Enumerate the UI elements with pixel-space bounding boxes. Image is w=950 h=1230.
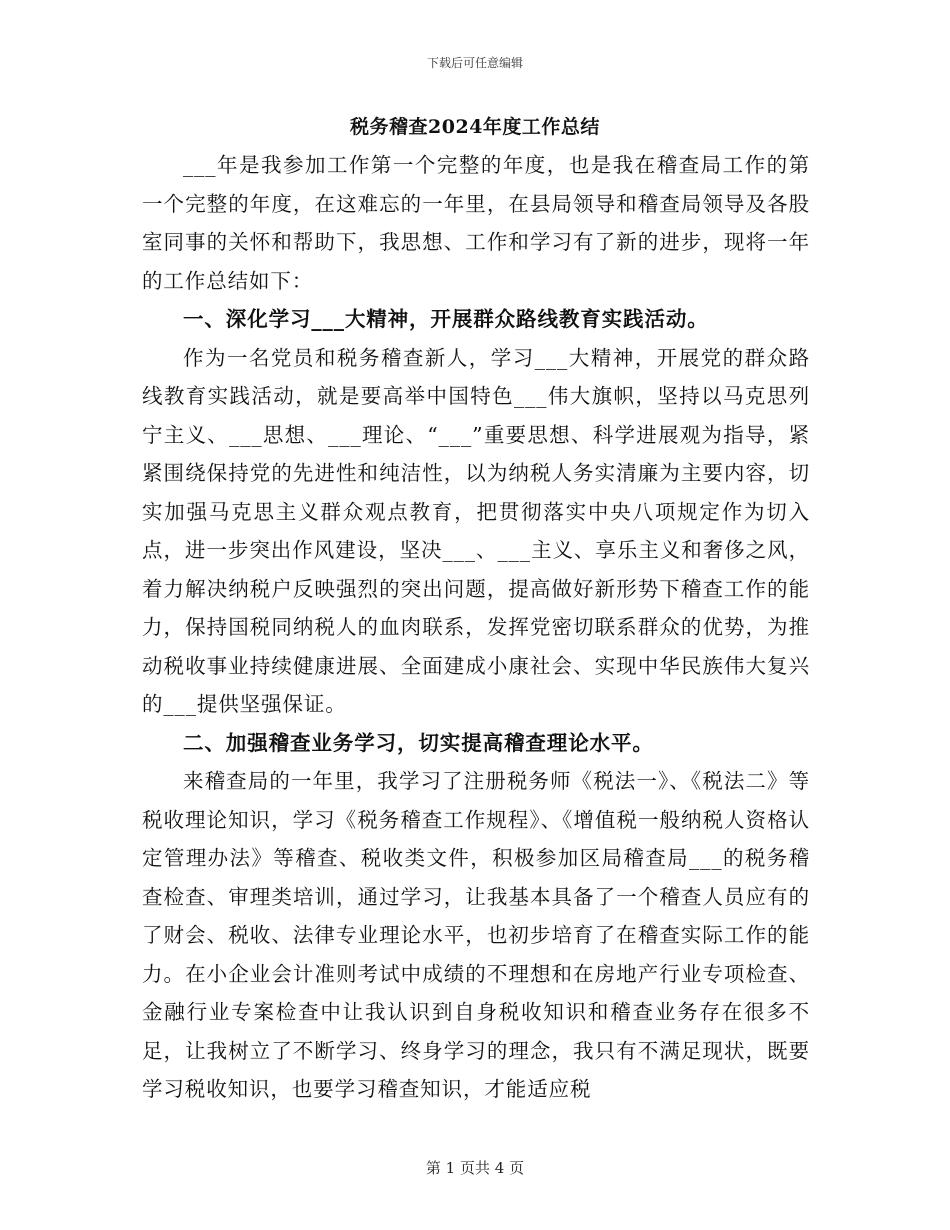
- document-title: 税务稽查2024年度工作总结: [350, 116, 600, 138]
- section-heading-1: 一、深化学习___大精神，开展群众路线教育实践活动。: [183, 307, 709, 331]
- document-body: [142, 146, 810, 1109]
- page-number: 第 1 页共 4 页: [425, 1159, 525, 1177]
- section-heading-2: 二、加强稽查业务学习，切实提高稽查理论水平。: [183, 730, 654, 755]
- paragraph-section-1: 作为一名党员和税务稽查新人，学习___大精神，开展党的群众路线教育实践活动，就是要高举中国特色___伟大旗帜，坚持以马克思列宁主义、___思想、___理论、“___”重要思想、科学进展观为指导，紧紧围绕保持党的先进性和纯洁性，以为纳税人务实清廉为主要内容，切实加强马克思主义群众观点教育，把贯彻落实中央八项规定作为切入点，进一步突出作风建设，坚决___、___主义、享乐主义和奢侈之风，着力解决纳税户反映强烈的突出问题，提高做好新形势下稽查工作的能力，保持国税同纳税人的血肉联系，发挥党密切联系群众的优势，为推动税收事业持续健康进展、全面建成小康社会、实现中华民族伟大复兴的___提供坚强保证。: [142, 345, 810, 716]
- paragraph-section-2: 来稽查局的一年里，我学习了注册税务师《税法一》、《税法二》等税收理论知识，学习《税务稽查工作规程》、《增值税一般纳税人资格认定管理办法》等稽查、税收类文件，积极参加区局稽查局___的税务稽查检查、审理类培训，通过学习，让我基本具备了一个稽查人员应有的了财会、税收、法律专业理论水平，也初步培育了在稽查实际工作的能力。在小企业会计准则考试中成绩的不理想和在房地产行业专项检查、金融行业专案检查中让我认识到自身税收知识和稽查业务存在很多不足，让我树立了不断学习、终身学习的理念，我只有不满足现状，既要学习税收知识，也要学习稽查知识，才能适应税: [142, 769, 810, 1101]
- paragraph-intro: ___年是我参加工作第一个完整的年度，也是我在稽查局工作的第一个完整的年度，在这难忘的一年里，在县局领导和稽查局领导及各股室同事的关怀和帮助下，我思想、工作和学习有了新的进步，现将一年的工作总结如下：: [142, 153, 810, 293]
- header-note: 下载后可任意编辑: [426, 56, 523, 70]
